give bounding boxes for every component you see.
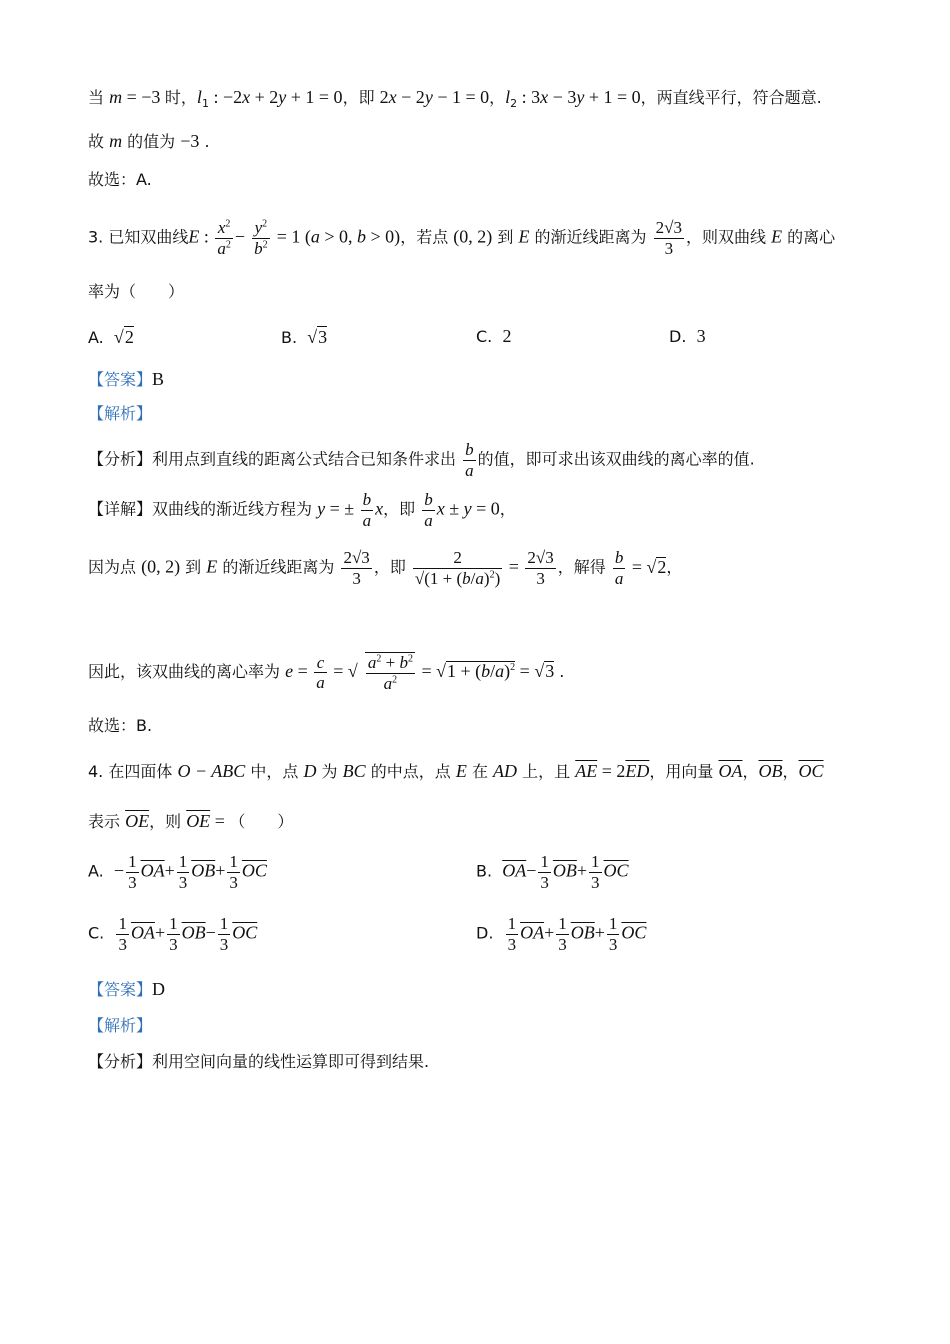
q3-option-d: D. 3 xyxy=(669,326,706,346)
q4-analysis-tag: 【解析】 xyxy=(88,1016,153,1035)
q3-detail-3: 因此，该双曲线的离心率为 e = $\frac{c}{a}$ = √ $\frac{a^2 + b^2}{a^2}$ = $√1 + (b/a)^2 = √3$ . xyxy=(88,652,565,693)
q3-option-c: C. 2 xyxy=(476,326,512,346)
solution-line-2: 故 m 的值为 −3 . xyxy=(88,131,210,151)
q3-fenxi: 【分析】利用点到直线的距离公式结合已知条件求出 $\frac{b}{a}$ 的值，即可求出该双曲线的离心率的值. xyxy=(88,440,755,480)
question-4-stem: 4. 在四面体 O − ABC 中，点 D 为 BC 的中点，点 E 在 AD 上，且 $\overline{AE} = 2\overline{ED}$，用向量 $\overline{OA}$，$\overline{OB}$，$\overline{OC}$ xyxy=(88,761,824,781)
q4-fenxi: 【分析】利用空间向量的线性运算即可得到结果. xyxy=(88,1052,430,1071)
q4-answer: 【答案】D xyxy=(88,979,166,999)
question-3-stem: 3. 已知双曲线E : $\frac{x^2}{a^2}$ − $\frac{y^2}{b^2}$ = 1 (a > 0, b > 0)，若点 (0, 2) 到 E 的渐近线距离为 $\frac{2√3}{3}$ ，则双曲线 E 的离心 xyxy=(88,218,836,258)
q3-analysis-tag: 【解析】 xyxy=(88,404,153,423)
question-4-stem-cont: 表示 $\overline{OE}$，则 $\overline{OE}$ = （ ） xyxy=(88,811,294,831)
q3-option-b: B. √3 xyxy=(281,327,328,347)
q3-detail-1: 【详解】双曲线的渐近线方程为 y = ± $\frac{b}{a}$ x，即 $\frac{b}{a}$ x ± y = 0， xyxy=(88,490,516,530)
q3-option-a: A. √2 xyxy=(88,327,134,347)
solution-line-1: 当 m = −3 时，$l_1$ : −2x + 2y + 1 = 0，即 2x − 2y − 1 = 0，$l_2$ : 3x − 3y + 1 = 0，两直线平行，符合题意. xyxy=(88,87,822,111)
q4-option-a: A. − $\frac{1}{3}$ $\overline{OA}+$ $\frac{1}{3}$ $\overline{OB}+$ $\frac{1}{3}$ $\overline{OC}$ xyxy=(88,852,267,892)
q4-option-b: B. $\overline{OA}-$ $\frac{1}{3}$ $\overline{OB}+$ $\frac{1}{3}$ $\overline{OC}$ xyxy=(476,852,629,892)
q3-answer: 【答案】B xyxy=(88,369,165,389)
q3-choose: 故选：B. xyxy=(88,716,153,735)
question-3-stem-cont: 率为（ ） xyxy=(88,282,185,301)
q3-detail-2: 因为点 (0, 2) 到 E 的渐近线距离为 $\frac{2√3}{3}$ ，即 $\frac{2}{√(1 + (b/a)^2)}$ = $\frac{2√3}{3}$ ，解得 $\frac{b}{a}$ = √2， xyxy=(88,548,683,588)
q4-option-d: D. $\frac{1}{3}$ $\overline{OA}+$ $\frac{1}{3}$ $\overline{OB}+$ $\frac{1}{3}$ $\overline{OC}$ xyxy=(476,914,647,954)
choose-a-line: 故选：A. xyxy=(88,170,152,189)
q4-option-c: C. $\frac{1}{3}$ $\overline{OA}+$ $\frac{1}{3}$ $\overline{OB}-$ $\frac{1}{3}$ $\overline{OC}$ xyxy=(88,914,258,954)
